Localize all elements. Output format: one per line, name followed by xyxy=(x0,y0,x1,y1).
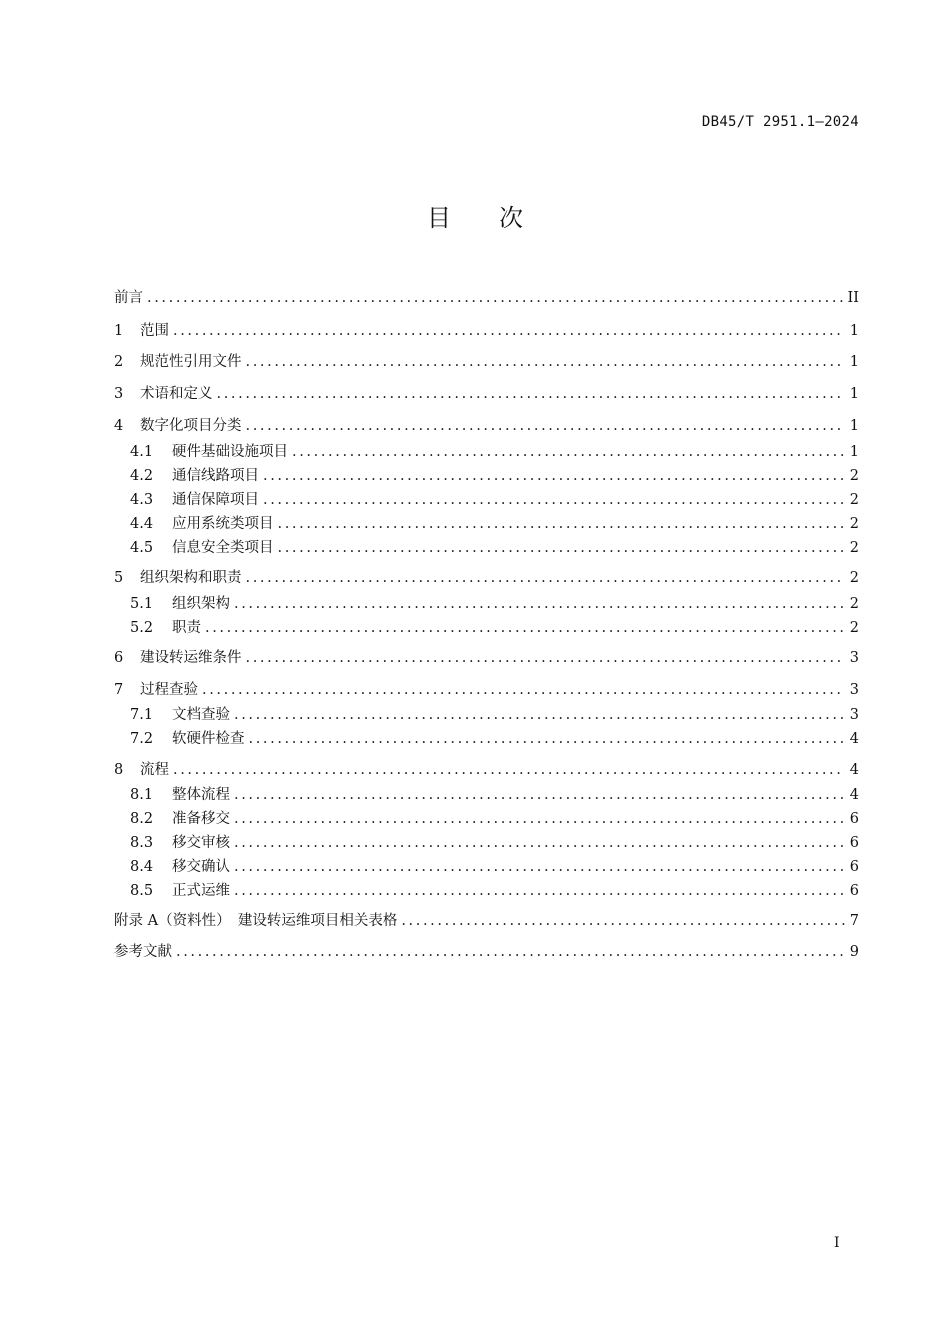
toc-entry-page: 6 xyxy=(849,811,859,827)
toc-entry-number: 8 xyxy=(114,762,124,778)
toc-entry-label: 准备移交 xyxy=(172,811,230,827)
toc-entry[interactable] xyxy=(114,321,859,341)
toc-entry-label: 前言 xyxy=(114,290,143,306)
toc-entry-label: 组织架构和职责 xyxy=(140,570,242,586)
dot-leader xyxy=(401,911,845,931)
dot-leader xyxy=(173,760,845,780)
toc-entry[interactable] xyxy=(114,466,859,486)
toc-entry-page: 2 xyxy=(849,570,859,586)
dot-leader xyxy=(234,594,845,614)
toc-entry-number: 4.5 xyxy=(130,540,154,556)
toc-entry-page: 4 xyxy=(849,762,859,778)
toc-entry-number: 4 xyxy=(114,418,124,434)
toc-entry-page: 3 xyxy=(849,682,859,698)
toc-entry[interactable] xyxy=(114,490,859,510)
toc-entry-page: 1 xyxy=(849,418,859,434)
toc-entry-page: 6 xyxy=(849,859,859,875)
dot-leader xyxy=(278,514,846,534)
toc-entry-page: 7 xyxy=(849,913,859,929)
toc-entry-label: 术语和定义 xyxy=(140,386,213,402)
toc-entry[interactable] xyxy=(114,705,859,725)
toc-entry[interactable] xyxy=(114,568,859,588)
toc-entry[interactable] xyxy=(114,442,859,462)
toc-entry[interactable] xyxy=(114,857,859,877)
toc-entry-page: 1 xyxy=(849,444,859,460)
toc-entry-page: 2 xyxy=(849,468,859,484)
toc-entry[interactable] xyxy=(114,833,859,853)
toc-entry-label: 文档查验 xyxy=(172,707,230,723)
toc-entry-label: 移交确认 xyxy=(172,859,230,875)
toc-entry-label: 组织架构 xyxy=(172,596,230,612)
toc-entry-number: 8.1 xyxy=(130,787,154,803)
dot-leader xyxy=(246,648,846,668)
dot-leader xyxy=(147,288,844,308)
toc-entry-label: 职责 xyxy=(172,620,201,636)
toc-entry-page: 2 xyxy=(849,540,859,556)
toc-entry-page: 1 xyxy=(849,354,859,370)
dot-leader xyxy=(202,680,845,700)
toc-entry-label: 数字化项目分类 xyxy=(140,418,242,434)
page-number: I xyxy=(834,1235,840,1251)
dot-leader xyxy=(176,942,845,962)
toc-entry[interactable] xyxy=(114,594,859,614)
toc-entry-number: 5.1 xyxy=(130,596,154,612)
dot-leader xyxy=(234,881,845,901)
toc-entry-number: 1 xyxy=(114,323,124,339)
toc-entry[interactable] xyxy=(114,352,859,372)
toc-entry-number: 3 xyxy=(114,386,124,402)
toc-entry-page: 3 xyxy=(849,650,859,666)
toc-entry[interactable] xyxy=(114,680,859,700)
toc-entry-page: 2 xyxy=(849,596,859,612)
toc-entry-page: 6 xyxy=(849,883,859,899)
dot-leader xyxy=(234,705,845,725)
toc-entry-page: 2 xyxy=(849,492,859,508)
dot-leader xyxy=(263,490,845,510)
dot-leader xyxy=(234,833,845,853)
toc-entry[interactable] xyxy=(114,942,859,962)
toc-entry-page: II xyxy=(847,290,859,306)
dot-leader xyxy=(234,857,845,877)
dot-leader xyxy=(246,352,846,372)
toc-entry-page: 9 xyxy=(849,944,859,960)
toc-entry[interactable] xyxy=(114,618,859,638)
toc-entry-page: 2 xyxy=(849,620,859,636)
toc-entry-number: 8.2 xyxy=(130,811,154,827)
toc-entry-label: 流程 xyxy=(140,762,169,778)
toc-entry-number: 8.3 xyxy=(130,835,154,851)
toc-entry-label: 范围 xyxy=(140,323,169,339)
toc-entry[interactable] xyxy=(114,729,859,749)
dot-leader xyxy=(278,538,846,558)
toc-entry-page: 6 xyxy=(849,835,859,851)
dot-leader xyxy=(234,809,845,829)
toc-entry-number: 7 xyxy=(114,682,124,698)
toc-entry-label: 软硬件检查 xyxy=(172,731,245,747)
toc-entry-label: 通信线路项目 xyxy=(172,468,259,484)
toc-entry-page: 3 xyxy=(849,707,859,723)
dot-leader xyxy=(234,785,845,805)
toc-entry-label: 移交审核 xyxy=(172,835,230,851)
toc-entry[interactable] xyxy=(114,514,859,534)
page-title: 目 次 xyxy=(427,204,523,232)
toc-entry-number: 8.4 xyxy=(130,859,154,875)
toc-entry[interactable] xyxy=(114,760,859,780)
toc-entry[interactable] xyxy=(114,881,859,901)
toc-entry-number: 4.4 xyxy=(130,516,154,532)
toc-entry-label: 规范性引用文件 xyxy=(140,354,242,370)
dot-leader xyxy=(217,384,846,404)
toc-entry-label: 过程查验 xyxy=(140,682,198,698)
toc-entry-number: 4.2 xyxy=(130,468,154,484)
toc-entry-page: 4 xyxy=(849,731,859,747)
toc-entry-page: 1 xyxy=(849,386,859,402)
dot-leader xyxy=(246,568,846,588)
toc-entry-number: 8.5 xyxy=(130,883,154,899)
toc-entry[interactable] xyxy=(114,648,859,668)
dot-leader xyxy=(249,729,846,749)
toc-entry-number: 6 xyxy=(114,650,124,666)
toc-entry[interactable] xyxy=(114,416,859,436)
toc-entry-number: 5.2 xyxy=(130,620,154,636)
toc-entry[interactable] xyxy=(114,809,859,829)
toc-entry[interactable] xyxy=(114,785,859,805)
toc-entry-label: 通信保障项目 xyxy=(172,492,259,508)
toc-entry-label: 建设转运维条件 xyxy=(140,650,242,666)
dot-leader xyxy=(292,442,845,462)
toc-entry-number: 5 xyxy=(114,570,124,586)
toc-entry-label: 正式运维 xyxy=(172,883,230,899)
toc-entry-label: 整体流程 xyxy=(172,787,230,803)
toc-entry-number: 7.2 xyxy=(130,731,154,747)
dot-leader xyxy=(205,618,845,638)
toc-entry-number: 2 xyxy=(114,354,124,370)
toc-entry-label: 信息安全类项目 xyxy=(172,540,274,556)
toc-entry-label: 附录 A（资料性） 建设转运维项目相关表格 xyxy=(114,913,398,929)
toc-entry-page: 1 xyxy=(849,323,859,339)
dot-leader xyxy=(263,466,845,486)
toc-entry[interactable] xyxy=(114,538,859,558)
toc-entry-page: 4 xyxy=(849,787,859,803)
dot-leader xyxy=(246,416,846,436)
toc-entry-label: 硬件基础设施项目 xyxy=(172,444,288,460)
toc-entry[interactable] xyxy=(114,911,859,931)
document-code: DB45/T 2951.1—2024 xyxy=(701,114,859,130)
toc-entry[interactable] xyxy=(114,384,859,404)
dot-leader xyxy=(173,321,845,341)
toc-entry-number: 7.1 xyxy=(130,707,154,723)
toc-entry[interactable] xyxy=(114,288,859,308)
toc-entry-number: 4.3 xyxy=(130,492,154,508)
toc-entry-label: 参考文献 xyxy=(114,944,172,960)
toc-entry-page: 2 xyxy=(849,516,859,532)
toc-entry-number: 4.1 xyxy=(130,444,154,460)
toc-entry-label: 应用系统类项目 xyxy=(172,516,274,532)
